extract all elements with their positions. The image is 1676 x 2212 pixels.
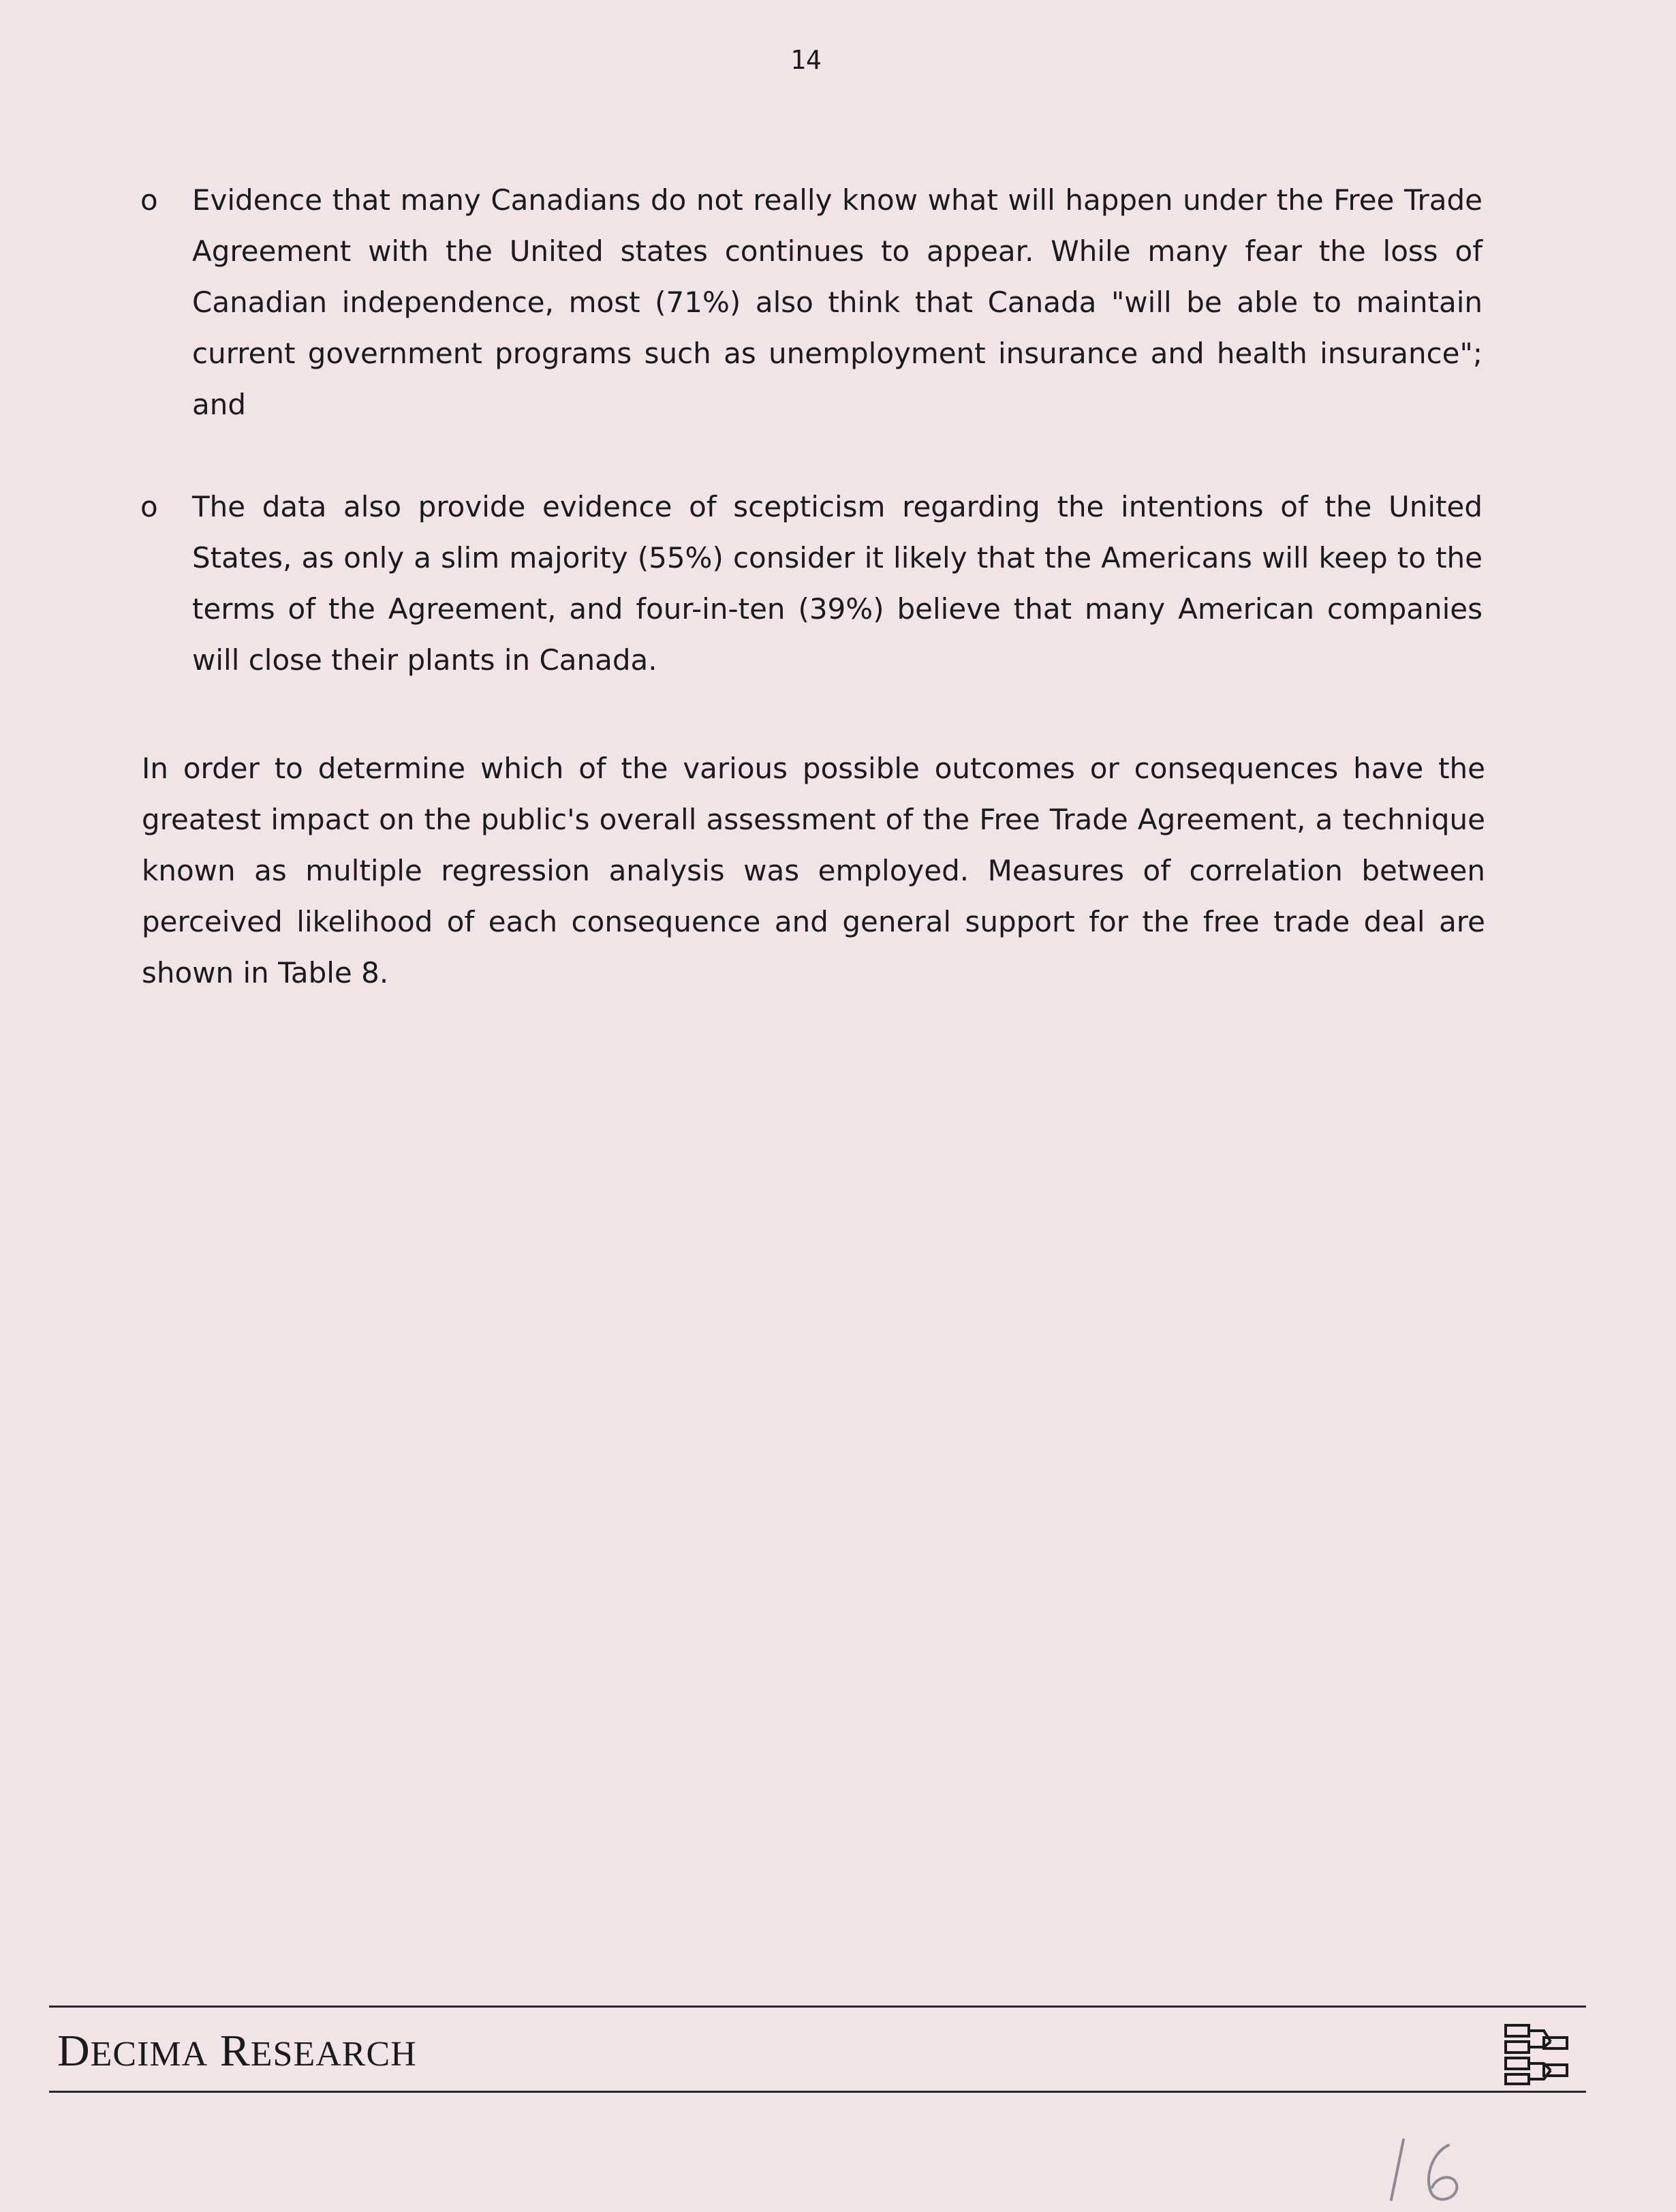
logo-word-part: ECIMA	[90, 2035, 208, 2074]
footer-logo-text	[57, 2025, 417, 2077]
logo-initial: D	[57, 2026, 91, 2076]
bullet-text: Evidence that many Canadians do not really know what will happen under the Free Trade Agreement with the United states continues to appear. While many fear the loss of Canadian independence, most (71%) also think that Canada "will be able to maintain current government programs such as unemployment insurance and health insurance"; and	[192, 183, 1483, 421]
bullet-text: The data also provide evidence of scepticism regarding the intentions of the United States, as only a slim majority (55%) consider it likely that the Americans will keep to the terms of the Agreement, and four-in-ten (39%) believe that many American companies will close their plants in Canada.	[192, 490, 1483, 677]
logo-initial: R	[219, 2026, 251, 2076]
logo-word-part: ESEARCH	[250, 2035, 417, 2074]
footer-divider-top	[49, 2006, 1586, 2008]
footer-divider-bottom	[49, 2091, 1586, 2093]
body-paragraph: In order to determine which of the various possible outcomes or consequences have the greatest impact on the public's overall assessment of the Free Trade Agreement, a technique known as multiple regression analysis was employed. Measures of correlation between perceived likelihood of each consequence and general support for the free trade deal are shown in Table 8.	[142, 752, 1485, 989]
page-number: 14	[790, 45, 822, 75]
bullet-marker: o	[140, 183, 158, 217]
handwritten-page-mark	[1383, 2126, 1485, 2208]
decima-logo-icon	[1503, 2021, 1571, 2087]
bullet-marker: o	[140, 490, 158, 523]
